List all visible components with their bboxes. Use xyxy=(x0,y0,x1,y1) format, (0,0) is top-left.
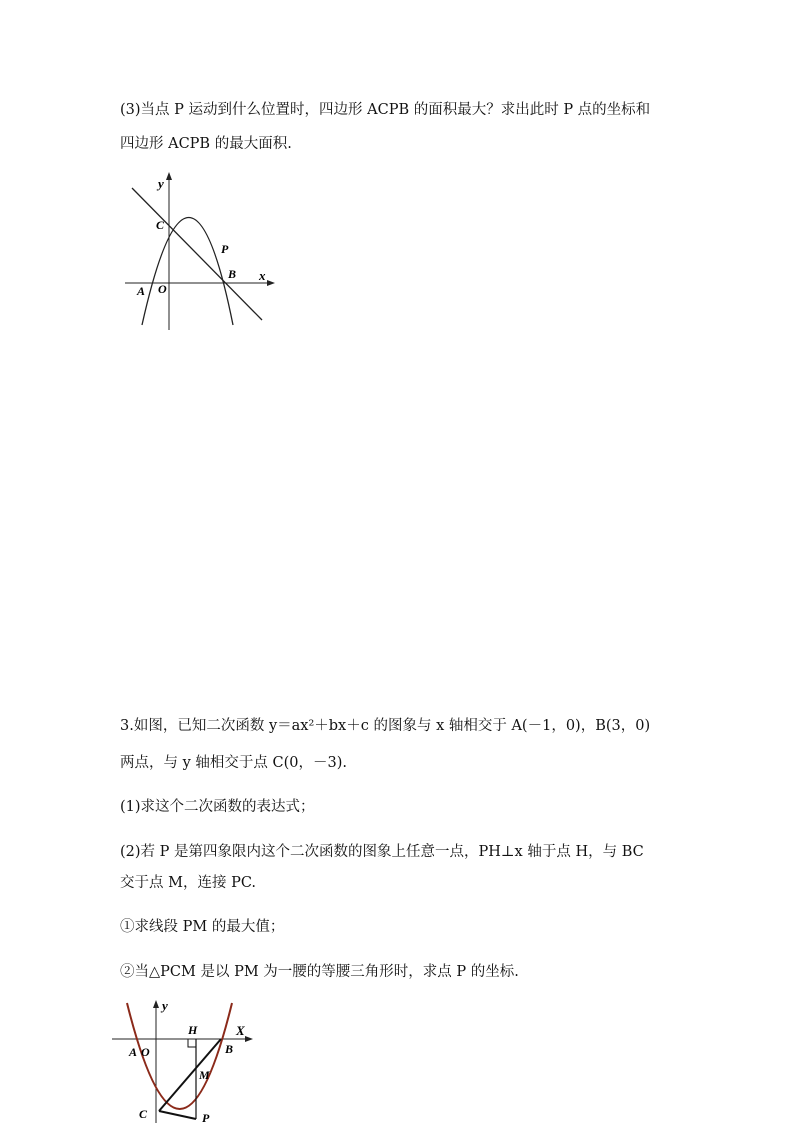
fig1-label-a: A xyxy=(137,284,146,298)
fig1-y-arrow xyxy=(166,172,172,180)
p3-stem-line-2: 两点，与 y 轴相交于点 C(0，－3). xyxy=(120,755,347,771)
fig2-label-o: O xyxy=(141,1045,150,1059)
figure-2-parabola-graph xyxy=(110,995,260,1123)
fig1-label-o: O xyxy=(158,282,167,296)
q3-line-2: 四边形 ACPB 的最大面积. xyxy=(120,136,292,152)
fig1-x-arrow xyxy=(267,280,275,286)
fig2-label-x: X xyxy=(236,1023,245,1038)
p3-q1: (1)求这个二次函数的表达式； xyxy=(120,799,315,815)
figure-1-parabola-graph xyxy=(120,170,290,335)
fig2-y-arrow xyxy=(153,1000,159,1008)
p3-stem-line-1: 3.如图，已知二次函数 y＝ax²＋bx＋c 的图象与 x 轴相交于 A(－1，0)，B(3，0) xyxy=(120,718,651,734)
fig1-label-y: y xyxy=(158,176,164,191)
fig2-label-b: B xyxy=(225,1042,234,1056)
fig1-label-p: P xyxy=(221,242,229,256)
fig2-label-a: A xyxy=(129,1045,138,1059)
fig2-label-m: M xyxy=(199,1068,210,1082)
fig1-label-x: x xyxy=(259,268,266,283)
fig2-label-c: C xyxy=(139,1107,148,1121)
fig1-parabola xyxy=(142,218,233,326)
p3-q2-sub-2: ②当△PCM 是以 PM 为一腰的等腰三角形时，求点 P 的坐标. xyxy=(120,964,519,980)
p3-q2-line-2: 交于点 M，连接 PC. xyxy=(120,875,257,891)
p3-q2-sub-1: ①求线段 PM 的最大值； xyxy=(120,919,285,935)
p3-q2-line-1: (2)若 P 是第四象限内这个二次函数的图象上任意一点，PH⊥x 轴于点 H，与 BC xyxy=(120,844,644,860)
q3-line-1: (3)当点 P 运动到什么位置时，四边形 ACPB 的面积最大？求出此时 P 点的坐标和 xyxy=(120,102,651,118)
fig1-label-b: B xyxy=(228,267,237,281)
fig2-label-y: y xyxy=(162,998,168,1013)
fig2-label-h: H xyxy=(188,1023,198,1037)
fig2-x-arrow xyxy=(245,1036,253,1042)
fig2-line-pc xyxy=(159,1111,196,1119)
fig1-label-c: C xyxy=(156,218,165,232)
fig2-label-p: P xyxy=(202,1111,210,1123)
fig2-right-angle xyxy=(188,1039,196,1047)
fig1-line-bc xyxy=(132,188,262,320)
fig2-line-bc xyxy=(159,1039,221,1111)
